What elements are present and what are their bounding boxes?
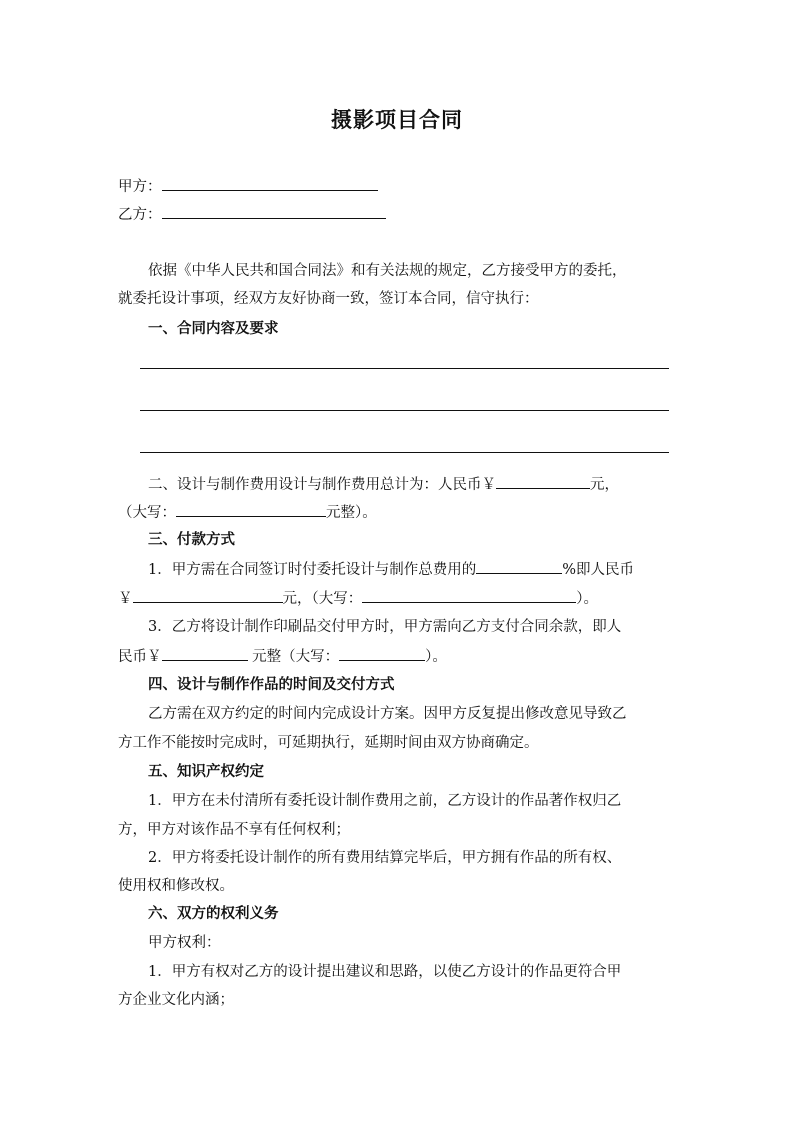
s3-p3-line-1: 3．乙方将设计制作印刷品交付甲方时，甲方需向乙方支付合同余款，即人 [148, 619, 622, 635]
balance-blank[interactable] [162, 646, 248, 661]
content-blank-line-2[interactable] [140, 410, 669, 411]
s3-p3-line-2 [118, 646, 447, 667]
party-a-line [118, 176, 378, 197]
s2-text: 元整）。 [326, 505, 377, 521]
party-b-blank[interactable] [162, 204, 386, 219]
s3-text: 民币￥ [118, 649, 162, 665]
s3-text: ）。 [576, 591, 598, 607]
intro-line-2: 就委托设计事项，经双方友好协商一致，签订本合同，信守执行： [118, 291, 539, 307]
s2-text: 元， [590, 477, 619, 493]
party-b-line [118, 204, 386, 225]
s3-text: %即人民币 [562, 562, 635, 578]
s6-line: 1．甲方有权对乙方的设计提出建议和思路，以使乙方设计的作品更符合甲 [148, 964, 622, 980]
section-2-line-1 [148, 474, 619, 495]
total-fee-words-blank[interactable] [176, 502, 326, 517]
s2-text: 二、设计与制作费用设计与制作费用总计为：人民币￥ [148, 477, 496, 493]
intro-line-1: 依据《中华人民共和国合同法》和有关法规的规定，乙方接受甲方的委托， [148, 263, 627, 279]
total-fee-blank[interactable] [496, 474, 590, 489]
s6-line: 方企业文化内涵； [118, 992, 234, 1008]
deposit-words-blank[interactable] [362, 588, 576, 603]
section-3-heading: 三、付款方式 [148, 531, 235, 548]
s5-line: 方，甲方对该作品不享有任何权利； [118, 822, 350, 838]
s5-line: 2．甲方将委托设计制作的所有费用结算完毕后，甲方拥有作品的所有权、 [148, 850, 622, 866]
party-a-label: 甲方： [118, 179, 162, 195]
s3-p1-line-1 [148, 559, 634, 580]
s2-text: （大写： [118, 505, 176, 521]
s5-line: 1．甲方在未付清所有委托设计制作费用之前，乙方设计的作品著作权归乙 [148, 793, 622, 809]
section-6-heading: 六、双方的权利义务 [148, 905, 279, 922]
deposit-blank[interactable] [133, 588, 283, 603]
content-blank-line-1[interactable] [140, 368, 669, 369]
s3-text: 1．甲方需在合同签订时付委托设计与制作总费用的 [148, 562, 477, 578]
s6-subheading: 甲方权利： [148, 935, 221, 951]
s3-text: 元整（大写： [247, 649, 340, 665]
page-title: 摄影项目合同 [331, 107, 463, 132]
section-1-heading: 一、合同内容及要求 [148, 320, 279, 337]
s3-p1-line-2 [118, 588, 598, 609]
content-blank-line-3[interactable] [140, 452, 669, 453]
section-2-line-2 [118, 502, 377, 523]
s4-line: 方工作不能按时完成时，可延期执行，延期时间由双方协商确定。 [118, 735, 539, 751]
s3-text: ￥ [118, 591, 133, 607]
s4-line: 乙方需在双方约定的时间内完成设计方案。因甲方反复提出修改意见导致乙 [148, 706, 627, 722]
party-b-label: 乙方： [118, 207, 162, 223]
party-a-blank[interactable] [162, 176, 378, 191]
section-5-heading: 五、知识产权约定 [148, 763, 264, 780]
s3-text: 元，（大写： [282, 591, 363, 607]
s5-line: 使用权和修改权。 [118, 878, 234, 894]
section-4-heading: 四、设计与制作作品的时间及交付方式 [148, 676, 395, 693]
percent-blank[interactable] [476, 559, 562, 574]
s3-text: ）。 [425, 649, 447, 665]
balance-words-blank[interactable] [339, 646, 425, 661]
